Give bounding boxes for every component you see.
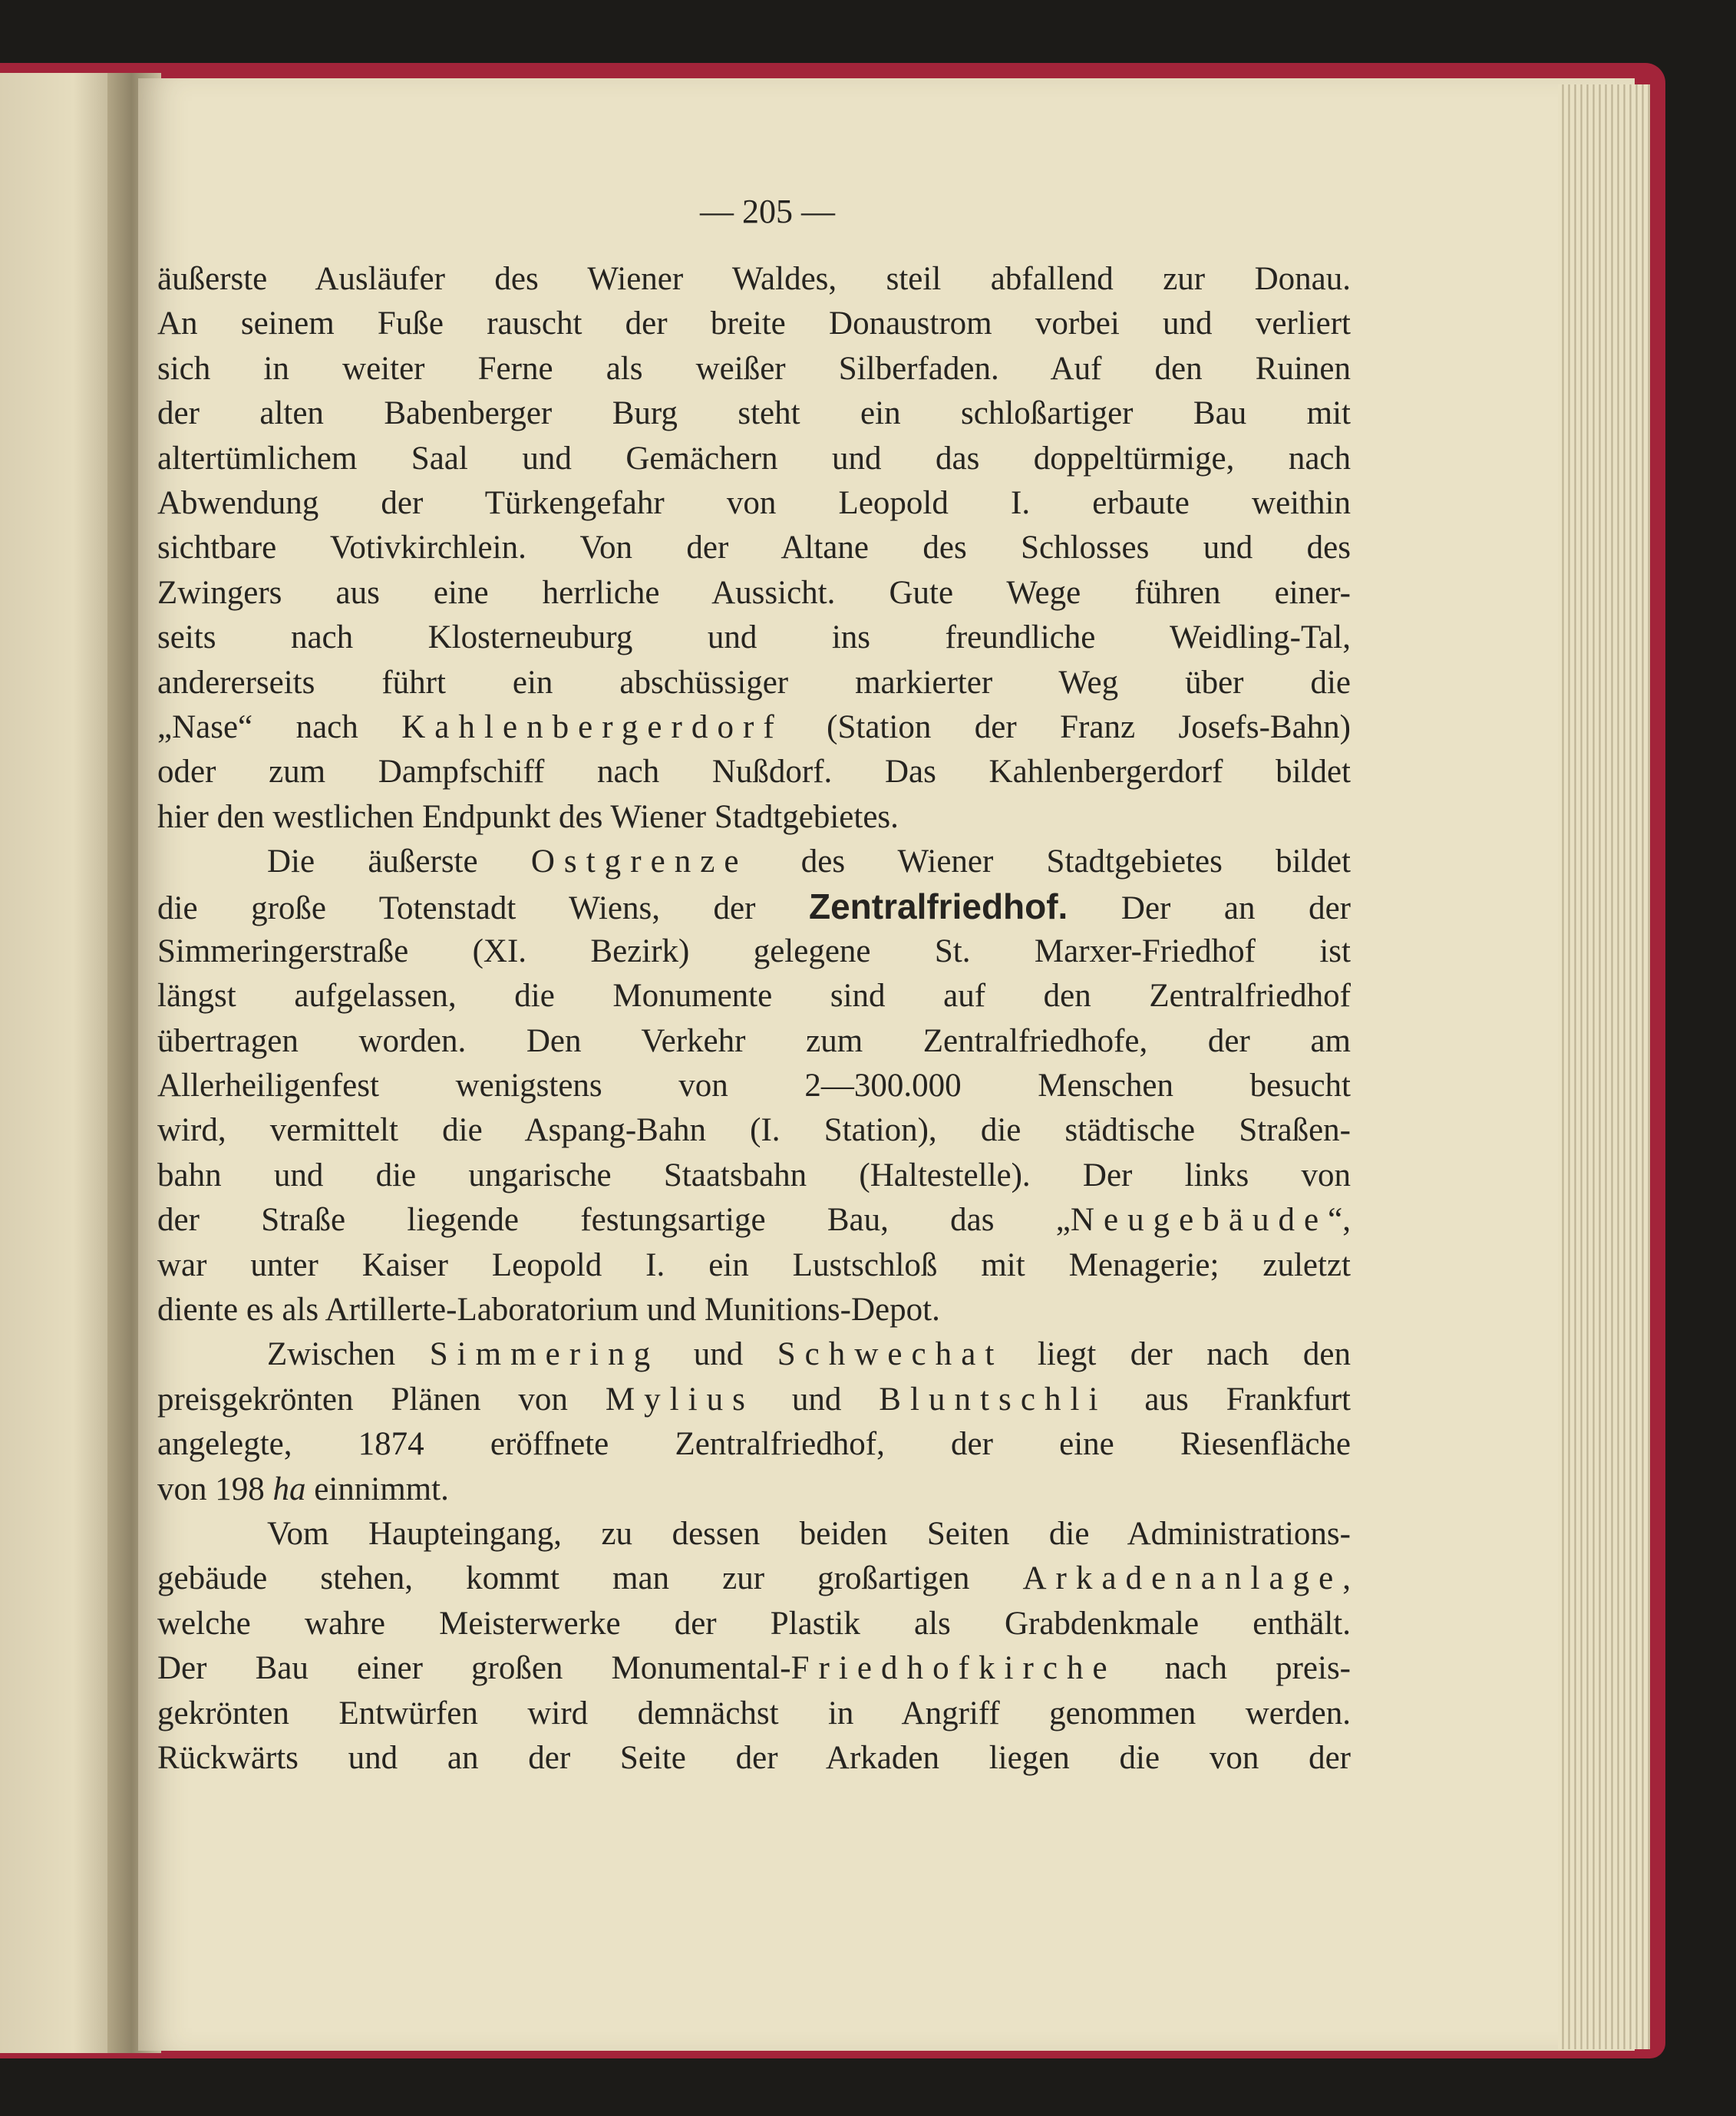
spaced-person-name: Bluntschli [879,1381,1107,1418]
text-line: gebäude stehen, kommt man zur großartigen Arkadenanlage, [157,1560,1351,1597]
text-line: preisgekrönten Plänen von Mylius und Bluntschli aus Frankfurt [157,1381,1352,1418]
text-line: wird, vermittelt die Aspang-Bahn (I. Station), die städtische Straßen- [157,1112,1351,1149]
spaced-term: Ostgrenze [530,843,748,880]
text-line: Zwischen Simmering und Schwechat liegt der nach den [267,1336,1352,1373]
text-line: war unter Kaiser Leopold I. ein Lustschloß mit Menagerie; zuletzt [157,1246,1351,1283]
text-line: längst aufgelassen, die Monumente sind auf den Zentralfriedhof [157,978,1351,1015]
text-line: An seinem Fuße rauscht der breite Donaustrom vorbei und verliert [157,305,1351,342]
spaced-term: Neugebäude [1070,1202,1328,1239]
text-line: bahn und die ungarische Staatsbahn (Haltestelle). Der links von [157,1157,1351,1193]
text-line: Die äußerste Ostgrenze des Wiener Stadtgebietes bildet [267,843,1352,880]
text-line: Abwendung der Türkengefahr von Leopold I. erbaute weithin [157,484,1351,521]
text-line: gekrönten Entwürfen wird demnächst in Angriff genommen werden. [157,1695,1351,1731]
bold-heading-term: Zentralfriedhof. [809,886,1068,927]
text-line: Zwingers aus eine herrliche Aussicht. Gute Wege führen einer- [157,574,1351,611]
page-text [157,257,1351,1781]
spaced-place-name: Schwechat [777,1336,1004,1373]
text-line: Der Bau einer großen Monumental-Friedhofkirche nach preis- [157,1650,1351,1687]
text-line: Vom Haupteingang, zu dessen beiden Seiten die Administrations- [267,1515,1351,1552]
spaced-place-name: Kahlenbergerdorf [401,708,784,745]
text-line: sichtbare Votivkirchlein. Von der Altane des Schlosses und des [157,530,1351,566]
text-line: „Nase“ nach Kahlenbergerdorf (Station der Franz Josefs-Bahn) [157,708,1351,745]
text-line: welche wahre Meisterwerke der Plastik als Grabdenkmale enthält. [157,1605,1351,1642]
text-line: von 198 ha einnimmt. [157,1471,449,1507]
text-line: Simmeringerstraße (XI. Bezirk) gelegene St. Marxer-Friedhof ist [157,933,1351,969]
text-line: Rückwärts und an der Seite der Arkaden liegen die von der [157,1739,1351,1776]
page-number: — 205 — [700,193,835,230]
spaced-term: Arkadenanlage [1022,1560,1343,1597]
spaced-person-name: Mylius [605,1381,754,1418]
text-line: übertragen worden. Den Verkehr zum Zentralfriedhofe, der am [157,1022,1351,1059]
italic-unit: ha [272,1471,306,1507]
text-line: diente es als Artillerte-Laboratorium und Munitions-Depot. [157,1291,940,1328]
text-line: seits nach Klosterneuburg und ins freundliche Weidling-Tal, [157,619,1351,656]
spaced-place-name: Simmering [429,1336,660,1373]
spaced-term: Friedhofkirche [790,1650,1117,1687]
text-line: äußerste Ausläufer des Wiener Waldes, steil abfallend zur Donau. [157,261,1351,297]
text-line: sich in weiter Ferne als weißer Silberfaden. Auf den Ruinen [157,350,1351,387]
text-line: die große Totenstadt Wiens, der Zentralfriedhof. Der an der [157,886,1351,927]
text-line: der Straße liegende festungsartige Bau, das „Neugebäude“, [157,1202,1351,1239]
text-line: der alten Babenberger Burg steht ein schloßartiger Bau mit [157,395,1351,432]
text-line: andererseits führt ein abschüssiger markierter Weg über die [157,664,1351,701]
text-line: Allerheiligenfest wenigstens von 2—300.000 Menschen besucht [157,1068,1351,1104]
text-line: altertümlichem Saal und Gemächern und das doppeltürmige, nach [157,440,1351,477]
text-line: hier den westlichen Endpunkt des Wiener Stadtgebietes. [157,798,899,835]
text-line: oder zum Dampfschiff nach Nußdorf. Das Kahlenbergerdorf bildet [157,754,1351,791]
left-page-edge [0,73,123,2053]
page-stack-edges [1558,84,1650,2049]
text-line: angelegte, 1874 eröffnete Zentralfriedhof, der eine Riesenfläche [157,1426,1351,1463]
